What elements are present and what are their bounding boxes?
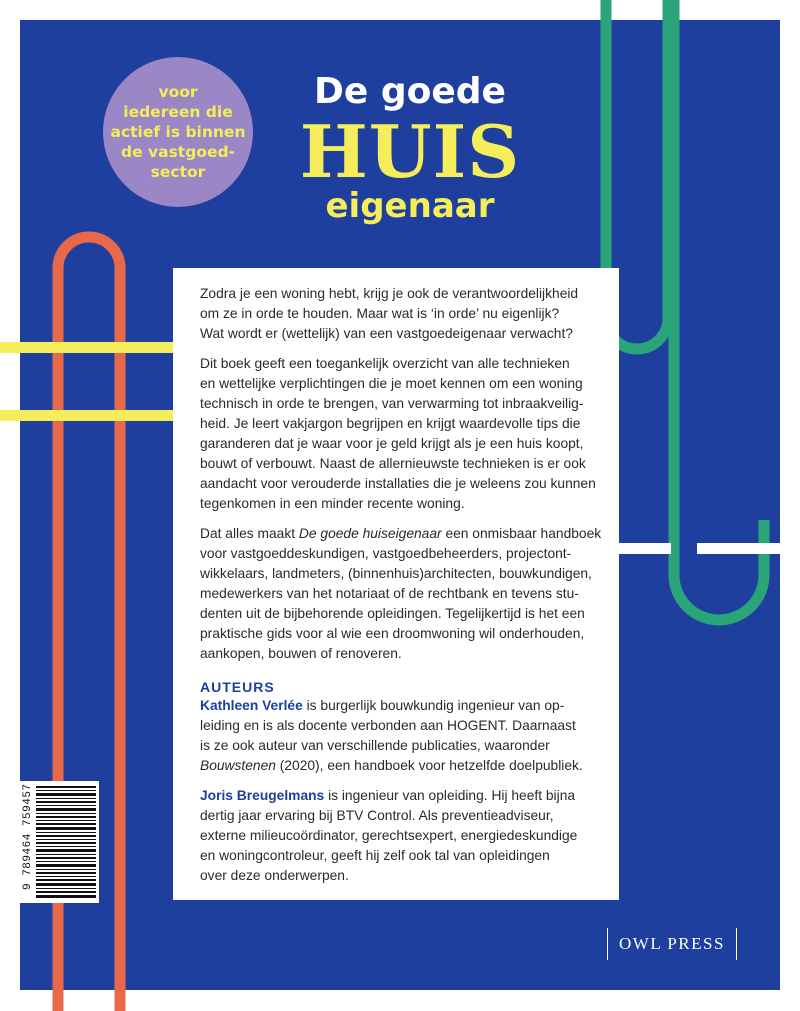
authors-heading: AUTEURS: [200, 679, 275, 695]
badge-line: voor: [158, 83, 198, 101]
text-line: Wat wordt er (wettelijk) van een vastgoedeigenaar verwacht?: [200, 326, 573, 341]
isbn-digits: 9 789464 759457: [22, 783, 34, 890]
text-line: Zodra je een woning hebt, krijg je ook de verantwoordelijkheid: [200, 286, 579, 301]
description-box: [173, 268, 619, 900]
text-line: wikkelaars, landmeters, (binnenhuis)architecten, bouwkundigen,: [200, 566, 592, 581]
title-line-3: eigenaar: [325, 186, 495, 226]
text-line: is ze ook auteur van verschillende publicaties, waaronder: [200, 738, 550, 753]
audience-paragraph: [200, 524, 619, 664]
author-bio-2: [200, 786, 619, 886]
author-name: Kathleen Verlée: [200, 698, 303, 713]
text-line: [200, 524, 619, 544]
author-bio-1: [200, 696, 619, 776]
text-line: over deze onderwerpen.: [200, 868, 349, 883]
book-title-italic: De goede huiseigenaar: [298, 526, 442, 541]
text-line: medewerkers van het notariaat of de rechtbank en tevens stu-: [200, 586, 579, 601]
text-line: en woningcontroleur, geeft hij zelf ook tal van opleidingen: [200, 848, 550, 863]
text-line: praktische gids voor al wie een droomwoning wil onderhouden,: [200, 626, 585, 641]
title-line-2: HUIS: [299, 109, 521, 194]
text-line: Dit boek geeft een toegankelijk overzicht van alle technieken: [200, 356, 570, 371]
text-fragment: is burgerlijk bouwkundig ingenieur van op-: [302, 698, 565, 713]
author-name: Joris Breugelmans: [200, 788, 325, 803]
text-line: bouwt of verbouwt. Naast de allernieuwste technieken is er ook: [200, 456, 586, 471]
text-fragment: (2020), een handboek voor hetzelfde doelpubliek.: [275, 758, 583, 773]
text-line: externe milieucoördinator, gerechtsexpert, energiedeskundige: [200, 828, 578, 843]
badge-line: de vastgoed-: [121, 143, 235, 161]
text-line: en wettelijke verplichtingen die je moet kennen om een woning: [200, 376, 583, 391]
text-line: aandacht voor verouderde installaties die je weleens zou kunnen: [200, 476, 596, 491]
text-line: tegenkomen in een minder recente woning.: [200, 496, 465, 511]
text-fragment: is ingenieur van opleiding. Hij heeft bijna: [324, 788, 576, 803]
text-fragment: een onmisbaar handboek: [441, 526, 602, 541]
text-line: aankopen, bouwen of renoveren.: [200, 646, 402, 661]
text-fragment: Dat alles maakt: [200, 526, 299, 541]
text-line: dertig jaar ervaring bij BTV Control. Als preventieadviseur,: [200, 808, 554, 823]
content-paragraph: [200, 354, 619, 514]
text-line: denten uit de bijbehorende opleidingen. Tegelijkertijd is het een: [200, 606, 585, 621]
text-line: om ze in orde te houden. Maar wat is ‘in orde’ nu eigenlijk?: [200, 306, 560, 321]
book-title: [280, 70, 540, 226]
text-line: garanderen dat je waar voor je geld krijgt als je een huis koopt,: [200, 436, 584, 451]
text-line: technisch in orde te brengen, van verwarming tot inbraakveilig-: [200, 396, 584, 411]
intro-paragraph: [200, 284, 619, 344]
audience-badge: [103, 57, 253, 207]
barcode-bars: [36, 786, 96, 898]
text-line: leiding en is als docente verbonden aan HOGENT. Daarnaast: [200, 718, 576, 733]
text-line: [200, 756, 619, 776]
publication-title-italic: Bouwstenen: [200, 758, 276, 773]
badge-line: sector: [150, 163, 206, 181]
text-line: [200, 696, 619, 716]
title-line-1: De goede: [314, 71, 506, 112]
text-line: voor vastgoeddeskundigen, vastgoedbeheerders, projectont-: [200, 546, 572, 561]
badge-line: actief is binnen: [110, 123, 246, 141]
text-line: heid. Je leert vakjargon begrijpen en krijgt waardevolle tips die: [200, 416, 581, 431]
text-line: [200, 786, 619, 806]
publisher-logo: OWL PRESS: [607, 928, 737, 960]
badge-line: iedereen die: [123, 103, 233, 121]
